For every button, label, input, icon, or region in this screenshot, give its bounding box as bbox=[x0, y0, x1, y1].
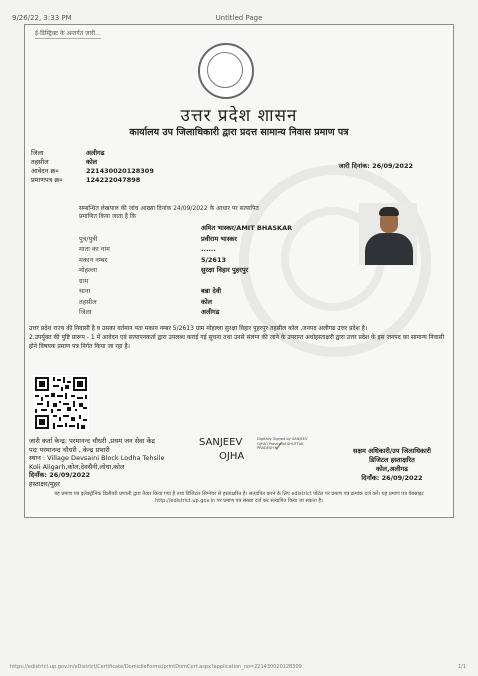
residency-statement bbox=[29, 324, 449, 351]
signature-note: Digitally Signed by SANJEEV OJHA (Provincial SHUTTAK PRADESH bbox=[257, 437, 308, 450]
detail-row bbox=[79, 223, 292, 234]
government-title: उत्तर प्रदेश शासन bbox=[180, 106, 298, 126]
officer-line: दिनाँक: 26/09/2022 bbox=[361, 474, 423, 482]
detail-row: मकान नम्बर 5/2613 bbox=[79, 255, 226, 264]
officer-line: सक्षम अधिकारी/उप जिलाधिकारी bbox=[352, 447, 431, 455]
issuing-center bbox=[29, 437, 209, 488]
statement-paragraph-2: 2.उपर्युक्त की पुष्टि प्रारूप - 1 में आवेदन एवं सत्यापनकर्ता द्वारा उपलब्ध कराई गई सूचना तथा उनसे संलग्न की जाने के उपरान्त अधोहस्ताक्षरी द्वारा उत्तर प्रदेश के इस जनपद का सामान्य निवासी होने विषयक प्रमाण पत्र निर्गत किया जा रहा है। bbox=[29, 334, 445, 350]
issuer-line: स्थान : Village Devsaini Block Lodha Tehsile bbox=[29, 454, 165, 462]
issuer-line: जारी कर्ता केन्द्र: परमानन्द चौधरी ,प्रथम जन सेवा केंद्र bbox=[29, 437, 155, 445]
officer-line: कोल,अलीगढ bbox=[376, 465, 408, 473]
detail-row: पुत्र/पुत्री प्रवीराम भास्कर bbox=[79, 234, 237, 243]
photo-hair bbox=[379, 207, 399, 216]
signer-name-last: OJHA bbox=[219, 451, 245, 462]
qr-code-icon bbox=[33, 375, 89, 431]
issuer-line: Koli Aligarh,कोल,देवसैनी,लोधा,कोल bbox=[29, 462, 125, 471]
statement-paragraph-1: उत्तर प्रदेश राज्य की निवासी है व उसका वर्तमान पता मकान नम्बर 5/2613 ग्राम मोहल्ला सुरक्षा विहार पुहरपुर तहसील कोल ,जनपद अलीगढ उत्तर प्रदेश है। bbox=[29, 325, 368, 332]
detail-row: ग्राम bbox=[79, 276, 89, 285]
info-row: आवेदन क्र० 221430020128309 bbox=[31, 167, 154, 175]
print-title: Untitled Page bbox=[215, 14, 263, 22]
top-note: ई-डिस्ट्रिक्ट के अन्तर्गत जारी... bbox=[35, 30, 101, 37]
up-emblem-icon bbox=[198, 43, 254, 99]
applicant-photo bbox=[359, 203, 417, 265]
qr-code-graphic bbox=[33, 375, 89, 431]
print-url: https://edistrict.up.gov.in/eDistrict/Certificate/DomicileForms/printDomCert.aspx?application_no=221430020128309 bbox=[10, 664, 302, 670]
detail-row: माता का नाम ...... bbox=[79, 245, 216, 253]
print-footer bbox=[10, 664, 466, 670]
certificate-title: कार्यालय उप जिलाधिकारी द्वारा प्रदत्त सामान्य निवास प्रमाण पत्र bbox=[129, 127, 349, 138]
photo-body bbox=[365, 233, 413, 265]
detail-row: जिला अलीगढ bbox=[79, 308, 220, 316]
issuer-line: दिनाँक: 26/09/2022 bbox=[29, 471, 91, 479]
officer-line: डिजिटल हस्ताक्षरित bbox=[369, 456, 415, 464]
issue-date: जारी दिनांक: 26/09/2022 bbox=[338, 162, 413, 170]
verification-note: यह प्रमाण पत्र इलेक्ट्रॉनिक डिलीवरी प्रणाली द्वारा तैयार किया गया है तथा डिजिटल सिग्नेचर से हस्ताक्षरित है। सत्यापित करने के लिए edistrict पोर्टल पर प्रमाण पत्र क्रमांक दर्ज करें। यह प्रमाण पत्र वेबसाइट http://edistrict.up.gov.in पर प्रमाण पत्र संख्या दर्ज कर सत्यापित किया जा सकता है। bbox=[54, 491, 424, 504]
certificate bbox=[24, 24, 454, 518]
detail-row: तहसील कोल bbox=[79, 297, 213, 306]
info-row: तहसील कोल bbox=[31, 158, 98, 166]
issuer-line: हस्ताक्षर/मुहर bbox=[29, 479, 60, 488]
info-row: प्रमाणपत्र क्र० 124222047898 bbox=[31, 176, 141, 184]
print-page-number: 1/1 bbox=[457, 664, 466, 670]
issuer-line: पदः परमानन्द चौधरी , केन्द्र प्रभारी bbox=[29, 445, 110, 454]
verification-intro: सम्बन्धित लेखपाल की जांच आख्या दिनांक 24/09/2022 के आधार पर सत्यापित प्रमाणित किया जाता है कि bbox=[79, 205, 259, 220]
detail-row: मोहल्ला सुरक्षा विहार पुहरपुर bbox=[79, 266, 249, 274]
signer-name-first: SANJEEV bbox=[199, 437, 243, 448]
print-datetime: 9/26/22, 3:33 PM bbox=[12, 14, 72, 22]
emblem-inner bbox=[207, 52, 243, 88]
detail-row: थाना बन्ना देवी bbox=[79, 287, 222, 295]
applicant-details bbox=[79, 223, 292, 318]
digital-signature bbox=[199, 437, 309, 467]
application-info bbox=[31, 149, 154, 185]
checkmark-icon: ✓ bbox=[273, 439, 285, 455]
competent-officer bbox=[353, 447, 431, 483]
info-row: जिला अलीगढ bbox=[31, 149, 105, 157]
applicant-name: अमित भास्कर/AMIT BHASKAR bbox=[201, 224, 293, 232]
